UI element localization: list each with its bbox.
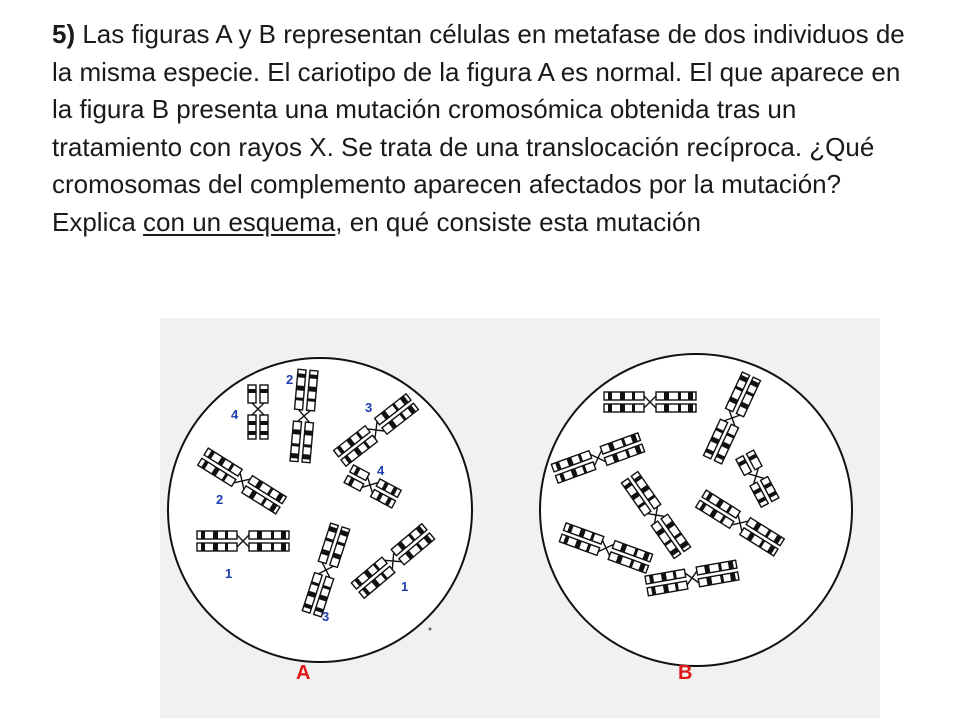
chromosome-number: 1: [225, 566, 233, 581]
speck: [429, 628, 432, 631]
question-ending: , en qué consiste esta mutación: [335, 206, 701, 237]
chromosome-number: 1: [401, 579, 409, 594]
chromosome-number: 4: [377, 463, 385, 478]
chromosome-number: 2: [216, 492, 224, 507]
underlined-phrase: con un esquema: [143, 206, 336, 237]
metaphase-figure: [160, 318, 880, 718]
chromosome-number: 2: [286, 372, 294, 387]
cell-b-membrane: [540, 354, 852, 666]
question-number: 5): [52, 19, 76, 49]
chromosome-number: 4: [231, 407, 239, 422]
question-body: Las figuras A y B representan células en metafase de dos individuos de la misma especie. El cariotipo de la figura A es normal. El que aparece en la figura B presenta una mutación cromosómica obtenida tras un tratamiento con rayos X. Se trata de una translocación recíproca. ¿Qué cromosomas del complemento aparecen afectados por la mutación? Explica: [52, 19, 905, 237]
question-text: [52, 16, 912, 241]
chromosome-number: 3: [365, 400, 373, 415]
chromosome-number: 3: [322, 609, 330, 624]
cell-a-label: A: [296, 662, 311, 684]
cell-b-label: B: [678, 662, 693, 684]
